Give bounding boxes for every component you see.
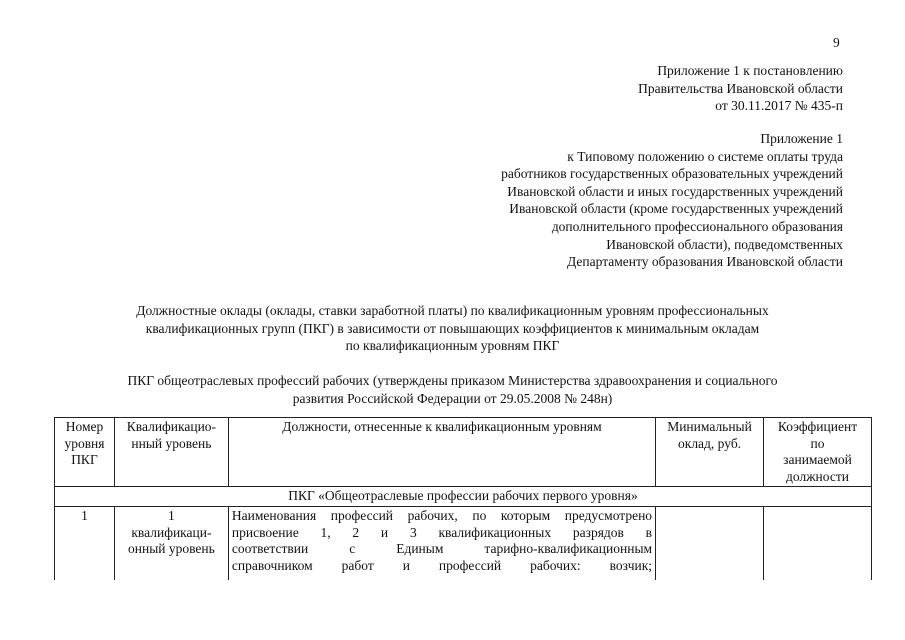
title-line: Должностные оклады (оклады, ставки заработной платы) по квалификационным уровням профессиональных: [136, 303, 769, 318]
title-line: квалификационных групп (ПКГ) в зависимости от повышающих коэффициентов к минимальным окладам: [145, 320, 760, 336]
header-positions: Должности, отнесенные к квалификационным уровням: [228, 418, 655, 487]
appendix-sub-line: Приложение 1: [760, 131, 843, 146]
document-title: [0, 302, 905, 355]
subtitle-line: ПКГ общеотраслевых профессий рабочих (утверждены приказом Министерства здравоохранения и социального: [127, 373, 778, 388]
appendix-main-line: Правительства Ивановской области: [638, 80, 843, 96]
row-positions: Наименования профессий рабочих, по которым предусмотрено присвоение 1, 2 и 3 квалификационных разрядов в соответствии с Единым тарифно-квалификационным справочником работ и профессий рабочих: возчик;: [228, 506, 655, 615]
appendix-main-line: Приложение 1 к постановлению: [657, 63, 843, 78]
header-coefficient: Коэффициент по занимаемой должности: [764, 418, 872, 487]
table-group-row: [55, 487, 872, 507]
page-bottom-margin: [0, 580, 905, 640]
appendix-main-line: от 30.11.2017 № 435-п: [715, 98, 843, 114]
header-min-salary: Минимальный оклад, руб.: [656, 418, 764, 487]
appendix-sub-line: работников государственных образовательных учреждений: [501, 166, 843, 182]
appendix-sub-line: к Типовому положению о системе оплаты труда: [567, 148, 843, 164]
appendix-sub-line: Ивановской области (кроме государственных учреждений: [509, 201, 843, 217]
row-pkg-number: 1: [55, 506, 115, 615]
title-line: по квалификационным уровням ПКГ: [345, 338, 560, 354]
appendix-sub-line: дополнительного профессионального образования: [551, 218, 843, 234]
subtitle-line: развития Российской Федерации от 29.05.2008 № 248н): [292, 390, 613, 406]
appendix-sub-line: Ивановской области и иных государственных учреждений: [507, 183, 843, 199]
appendix-sub-line: Ивановской области), подведомственных: [606, 236, 843, 252]
document-subtitle: [0, 372, 905, 407]
table-header-row: [55, 418, 872, 487]
row-qualification-level: 1 квалификаци- онный уровень: [114, 506, 228, 615]
page-number: 9: [833, 35, 840, 50]
appendix-sub-header: [501, 130, 843, 271]
header-pkg-number: Номер уровня ПКГ: [55, 418, 115, 487]
appendix-sub-line: Департаменту образования Ивановской области: [567, 254, 843, 270]
appendix-main-header: [638, 62, 843, 115]
group-title: ПКГ «Общеотраслевые профессии рабочих первого уровня»: [55, 487, 872, 507]
header-qualification-level: Квалификацио- нный уровень: [114, 418, 228, 487]
